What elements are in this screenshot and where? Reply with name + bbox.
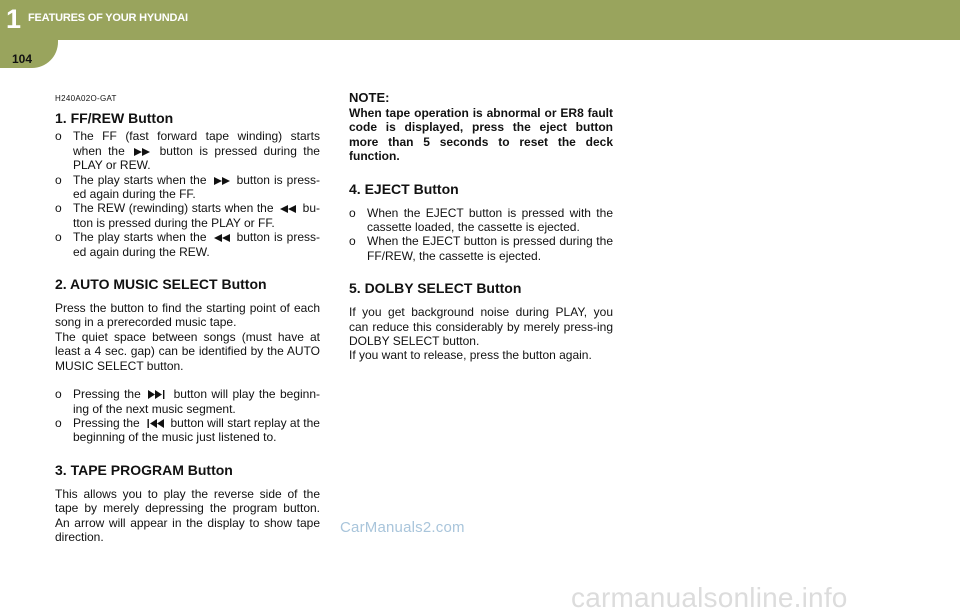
skip-previous-icon	[146, 419, 164, 428]
right-column	[349, 90, 613, 363]
auto-music-select-heading: 2. AUTO MUSIC SELECT Button	[55, 276, 267, 293]
ff-rew-list	[55, 129, 320, 259]
dolby-paragraph-2: If you want to release, press the button again.	[349, 348, 592, 363]
auto-music-paragraph-1: Press the button to find the starting point of each song in a prerecorded music tape.	[55, 301, 320, 330]
left-column	[55, 92, 320, 544]
list-item: o The play starts when the button is press-ed again during the FF.	[55, 173, 320, 202]
rewind-icon	[214, 234, 230, 242]
note-body: When tape operation is abnormal or ER8 fault code is displayed, press the eject button more than 5 seconds to reset the deck function.	[349, 106, 613, 164]
dolby-select-heading: 5. DOLBY SELECT Button	[349, 280, 522, 297]
auto-music-list	[55, 387, 320, 445]
list-item: o When the EJECT button is pressed with the cassette loaded, the cassette is ejected.	[349, 206, 613, 235]
section-number: 1	[6, 4, 22, 34]
list-item: o The REW (rewinding) starts when the bu-tton is pressed during the PLAY or FF.	[55, 201, 320, 230]
page-number: 104	[12, 52, 33, 66]
tape-program-paragraph: This allows you to play the reverse side of the tape by merely depressing the program button. An arrow will appear in the display to show tape direction.	[55, 486, 320, 544]
document-code: H240A02O-GAT	[55, 94, 117, 103]
footer-watermark: carmanualsonline.info	[571, 582, 848, 613]
rewind-icon	[280, 205, 296, 213]
list-item: o The play starts when the button is press-ed again during the REW.	[55, 230, 320, 259]
eject-heading: 4. EJECT Button	[349, 180, 459, 197]
ff-rew-heading: 1. FF/REW Button	[55, 110, 174, 127]
eject-list	[349, 206, 613, 264]
list-item: o When the EJECT button is pressed during the FF/REW, the cassette is ejected.	[349, 234, 613, 263]
fast-forward-icon	[134, 148, 150, 156]
list-item: o The FF (fast forward tape winding) starts when the button is pressed during the PLAY or REW.	[55, 129, 320, 172]
tape-program-heading: 3. TAPE PROGRAM Button	[55, 461, 233, 478]
list-item: o Pressing the button will play the beginn-ing of the next music segment.	[55, 387, 320, 416]
skip-next-icon	[148, 390, 166, 399]
section-title: FEATURES OF YOUR HYUNDAI	[28, 12, 188, 24]
auto-music-paragraph-2: The quiet space between songs (must have at least a 4 sec. gap) can be identified by the AUTO MUSIC SELECT button.	[55, 329, 320, 373]
note-title: NOTE:	[349, 90, 390, 105]
list-item: o Pressing the button will start replay at the beginning of the music just listened to.	[55, 416, 320, 445]
site-watermark: CarManuals2.com	[340, 519, 465, 536]
spacer	[55, 373, 320, 387]
fast-forward-icon	[214, 177, 230, 185]
dolby-paragraph-1: If you get background noise during PLAY, you can reduce this considerably by merely press-ing DOLBY SELECT button.	[349, 305, 613, 349]
